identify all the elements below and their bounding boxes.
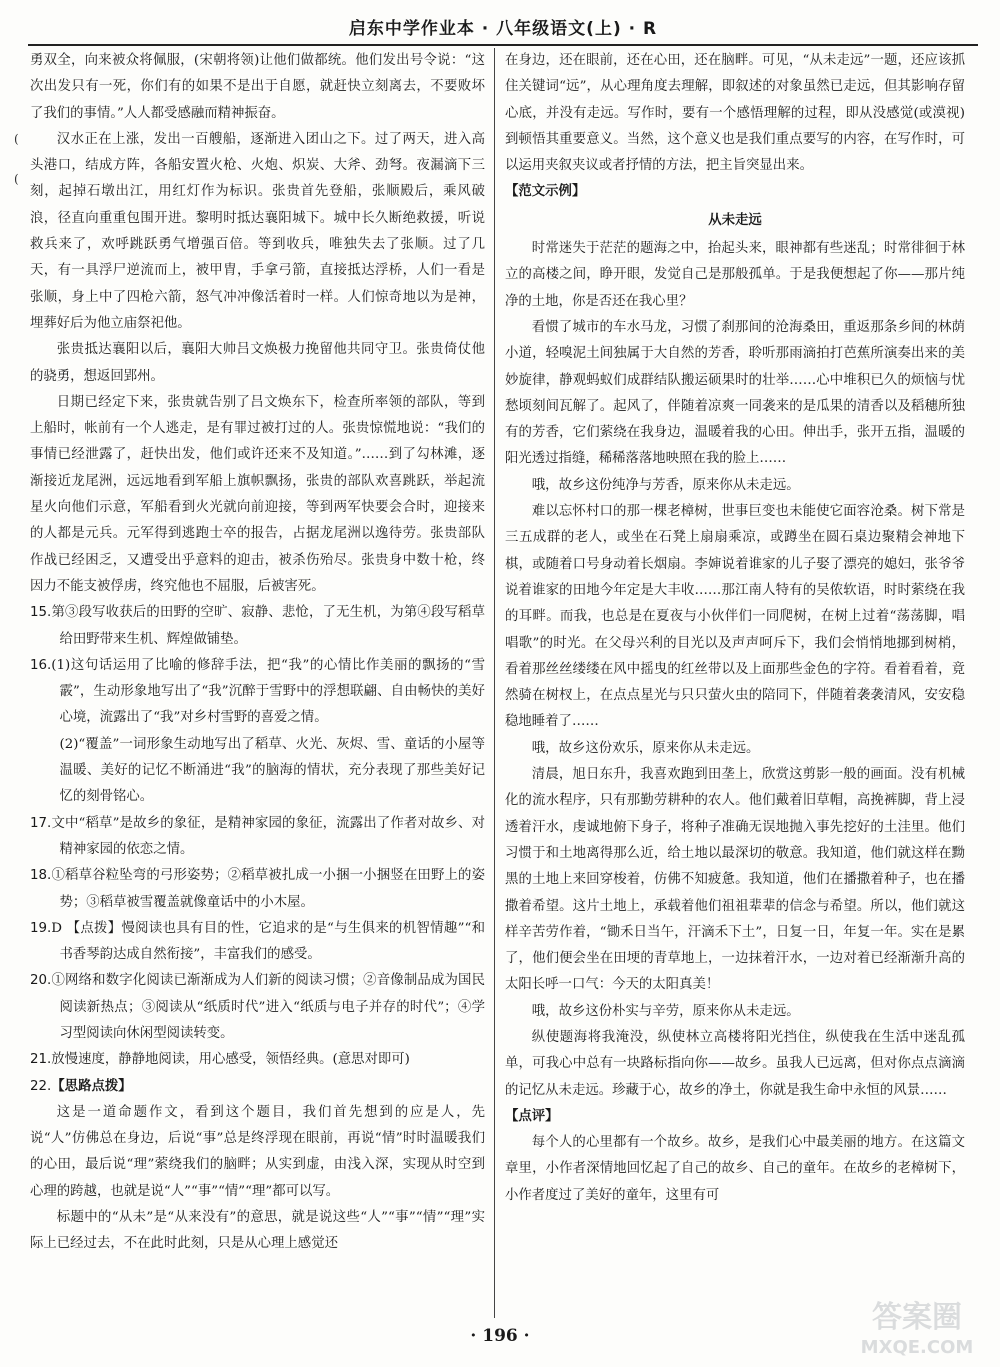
page-number: · 196 · — [470, 1326, 530, 1346]
essay-title: 从未走远 — [708, 212, 762, 228]
watermark-logo — [842, 1291, 992, 1361]
watermark-text: 答案圈 — [872, 1300, 962, 1335]
answer-item: 15.第③段写收获后的田野的空旷、寂静、悲怆，了无生机，为第④段写稻草给田野带来生机、辉煌做铺垫。 — [30, 605, 485, 647]
essay-paragraph: 看惯了城市的车水马龙，习惯了刹那间的沧海桑田，重返那条乡间的林荫小道，轻嗅泥土间独属于大自然的芳香，聆听那雨滴拍打芭蕉所演奏出来的美妙旋律，静观蚂蚁们成群结队搬运硕果时的壮举……心中堆积已久的烦恼与忧愁顷刻间瓦解了。起风了，伴随着凉爽一同袭来的是瓜果的清香以及稻穗所独有的芳香，它们萦绕在我身边，温暖着我的心田。伸出手，张开五指，温暖的阳光透过指缝，稀稀落落地映照在我的脸上…… — [505, 319, 965, 467]
answer-item: 21.放慢速度，静静地阅读，用心感受，领悟经典。(意思对即可) — [30, 1052, 410, 1068]
answer-item: 16.(1)这句话运用了比喻的修辞手法，把“我”的心情比作美丽的飘扬的“雪霰”，生动形象地写出了“我”沉醉于雪野中的浮想联翩、自由畅快的美好心境，流露出了“我”对乡村雪野的喜爱之情。 — [30, 657, 485, 726]
comment-tag: 【点评】 — [505, 1108, 559, 1124]
answer-item: 19.D 【点拨】慢阅读也具有目的性，它追求的是“与生俱来的机智情趣”“和书香琴韵达成自然衔接”，丰富我们的感受。 — [30, 920, 485, 963]
column-divider — [494, 48, 495, 1318]
answer-item: 20.①网络和数字化阅读已渐渐成为人们新的阅读习惯；②音像制品成为国民阅读新热点；③阅读从“纸质时代”进入“纸质与电子并存的时代”；④学习型阅读向休闲型阅读转变。 — [30, 973, 485, 1041]
essay-paragraph: 清晨，旭日东升，我喜欢跑到田垄上，欣赏这剪影一般的画面。没有机械化的流水程序，只有那勤劳耕种的农人。他们戴着旧草帽，高挽裤脚，背上浸透着汗水，虔诚地俯下身子，将种子准确无误地抛入事先挖好的土洼里。他们习惯于和土地离得那么近，给土地以最深切的敬意。我知道，他们就这样在黝黑的土地上来回穿梭着，仿佛不知疲惫。我知道，他们在播撒着种子，也在播撒着希望。这片土地上，承载着他们祖祖辈辈的信念与希望。所以，他们就这样辛苦劳作着，“锄禾日当午，汗滴禾下土”，日复一日，年复一年。实在是累了，他们便会坐在田埂的青草地上，一边抹着汗水，一边对着已经渐渐升高的太阳长呼一口气：今天的太阳真美！ — [505, 767, 965, 993]
answer-item: 18.①稻草谷粒坠弯的弓形姿势；②稻草被扎成一小捆一小捆竖在田野上的姿势；③稻草被雪覆盖就像童话中的小木屋。 — [30, 868, 485, 910]
margin-mark: ( — [14, 132, 19, 146]
essay-paragraph: 哦，故乡这份纯净与芳香，原来你从未走远。 — [531, 477, 800, 493]
page-header — [28, 14, 978, 46]
right-column — [505, 48, 965, 1318]
passage-paragraph: 汉水正在上涨，发出一百艘船，逐渐进入团山之下。过了两天，进入高头港口，结成方阵，各船安置火枪、火炮、炽炭、大斧、劲弩。夜漏滴下三刻，起掉石墩出江，用红灯作为标识。张贵首先登船，张顺殿后，乘风破浪，径直向重重包围开进。黎明时抵达襄阳城下。城中长久断绝救援，听说救兵来了，欢呼跳跃勇气增强百倍。等到收兵，唯独失去了张顺。过了几天，有一具浮尸逆流而上，被甲胄，手拿弓箭，直接抵达浮桥，人们一看是张顺，身上中了四枪六箭，怒气冲冲像活着时一样。人们惊奇地以为是神，埋葬好后为他立庙祭祀他。 — [30, 131, 485, 331]
answer-item: (2)“覆盖”一词形象生动地写出了稻草、火光、灰烬、雪、童话的小屋等温暖、美好的记忆不断涌进“我”的脑海的情状，充分表现了那些美好记忆的刻骨铭心。 — [59, 736, 485, 805]
margin-mark: ( — [14, 172, 19, 186]
passage-paragraph: 日期已经定下来，张贵就告别了吕文焕东下，检查所率领的部队，等到上船时，帐前有一个人逃走，是有罪过被打过的人。张贵惊慌地说：“我们的事情已经泄露了，赶快出发，他们或许还来不及知道。”……到了勾林滩，逐渐接近龙尾洲，远远地看到军船上旗帜飘扬，张贵的部队欢喜跳跃，举起流星火向他们示意，军船看到火光就向前迎接，等到两军快要会合时，迎接来的人都是元兵。元军得到逃跑士卒的报告，占据龙尾洲以逸待劳。张贵部队作战已经困乏，又遭受出乎意料的迎击，被杀伤殆尽。张贵身中数十枪，终因力不能支被俘虏，终究他也不屈服，后被害死。 — [30, 394, 485, 594]
comment-paragraph: 每个人的心里都有一个故乡。故乡，是我们心中最美丽的地方。在这篇文章里，小作者深情地回忆起了自己的故乡、自己的童年。在故乡的老樟树下，小作者度过了美好的童年，这里有可 — [505, 1135, 965, 1203]
analysis-paragraph: 标题中的“从未”是“从来没有”的意思，就是说这些“人”“事”“情”“理”实际上已经过去，不在此时此刻，只是从心理上感觉还 — [30, 1210, 485, 1252]
essay-paragraph: 纵使题海将我淹没，纵使林立高楼将阳光挡住，纵使我在生活中迷乱孤单，可我心中总有一块路标指向你——故乡。虽我人已远离，但对你点点滴滴的记忆从未走远。珍藏于心，故乡的净土，你就是我生命中永恒的风景…… — [505, 1029, 965, 1098]
essay-paragraph: 哦，故乡这份朴实与辛劳，原来你从未走远。 — [531, 1003, 800, 1019]
analysis-paragraph: 这是一道命题作文，看到这个题目，我们首先想到的应是人，先说“人”仿佛总在身边，后说“事”总是终浮现在眼前，再说“情”时时温暖我们的心田，最后说“理”萦绕我们的脑畔；从实到虚，由浅入深，实现从时空到心理的跨越，也就是说“人”“事”“情”“理”都可以写。 — [30, 1104, 485, 1199]
answer-item: 17.文中“稻草”是故乡的象征，是精神家园的象征，流露出了作者对故乡、对精神家园的依恋之情。 — [30, 815, 485, 857]
watermark-url: MXQE.COM — [860, 1337, 974, 1358]
sample-essay-tag: 【范文示例】 — [505, 184, 586, 200]
left-column — [30, 48, 485, 1318]
analysis-paragraph: 在身边，还在眼前，还在心田，还在脑畔。可见，“从未走远”一题，还应该抓住关键词“远”，从心理角度去理解，即叙述的对象虽然已走远，但其影响存留心底，并没有走远。写作时，要有一个感悟理解的过程，即从没感觉(或漠视)到顿悟其重要意义。当然，这个意义也是我们重点要写的内容，在写作时，可以运用夹叙夹议或者抒情的方法，把主旨突显出来。 — [505, 53, 965, 174]
essay-paragraph: 哦，故乡这份欢乐，原来你从未走远。 — [531, 740, 760, 756]
passage-paragraph: 勇双全，向来被众将佩服，(宋朝将领)让他们做都统。他们发出号令说：“这次出发只有一死，你们有的如果不是出于自愿，就赶快立刻离去，不要败坏了我们的事情。”人人都受感融而精神振奋。 — [30, 53, 485, 121]
essay-paragraph: 时常迷失于茫茫的题海之中，抬起头来，眼神都有些迷乱；时常徘徊于林立的高楼之间，睁开眼，发觉自己是那般孤单。于是我便想起了你——那片纯净的土地，你是否还在我心里？ — [505, 241, 965, 309]
answer-item: 22.【思路点拨】 — [30, 1078, 132, 1094]
header-title: 启东中学作业本 · 八年级语文(上) · R — [348, 19, 658, 39]
essay-paragraph: 难以忘怀村口的那一棵老樟树，世事巨变也未能使它面容沧桑。树下常是三五成群的老人，或坐在石凳上扇扇乘凉，或蹲坐在圆石桌边聚精会神地下棋，或随着口号身动着长烟扇。李婶说着谁家的儿子娶了漂亮的媳妇，张爷爷说着谁家的田地今年定是大丰收……那江南人特有的吴侬软语，时时萦绕在我的耳畔。而我，也总是在夏夜与小伙伴们一同爬树，在树上过着“荡荡脚，唱唱歌”的时光。在父母兴利的目光以及声声呵斥下，我们会悄悄地挪到树梢，看着那丝丝缕缕在风中摇曳的红丝带以及上面那些金色的字符。看着看着，竟然骑在树杈上，在点点星光与只只萤火虫的陪同下，伴随着袭袭清风，安安稳稳地睡着了…… — [505, 504, 965, 730]
passage-paragraph: 张贵抵达襄阳以后，襄阳大帅吕文焕极力挽留他共同守卫。张贵倚仗他的骁勇，想返回郢州。 — [30, 342, 485, 384]
